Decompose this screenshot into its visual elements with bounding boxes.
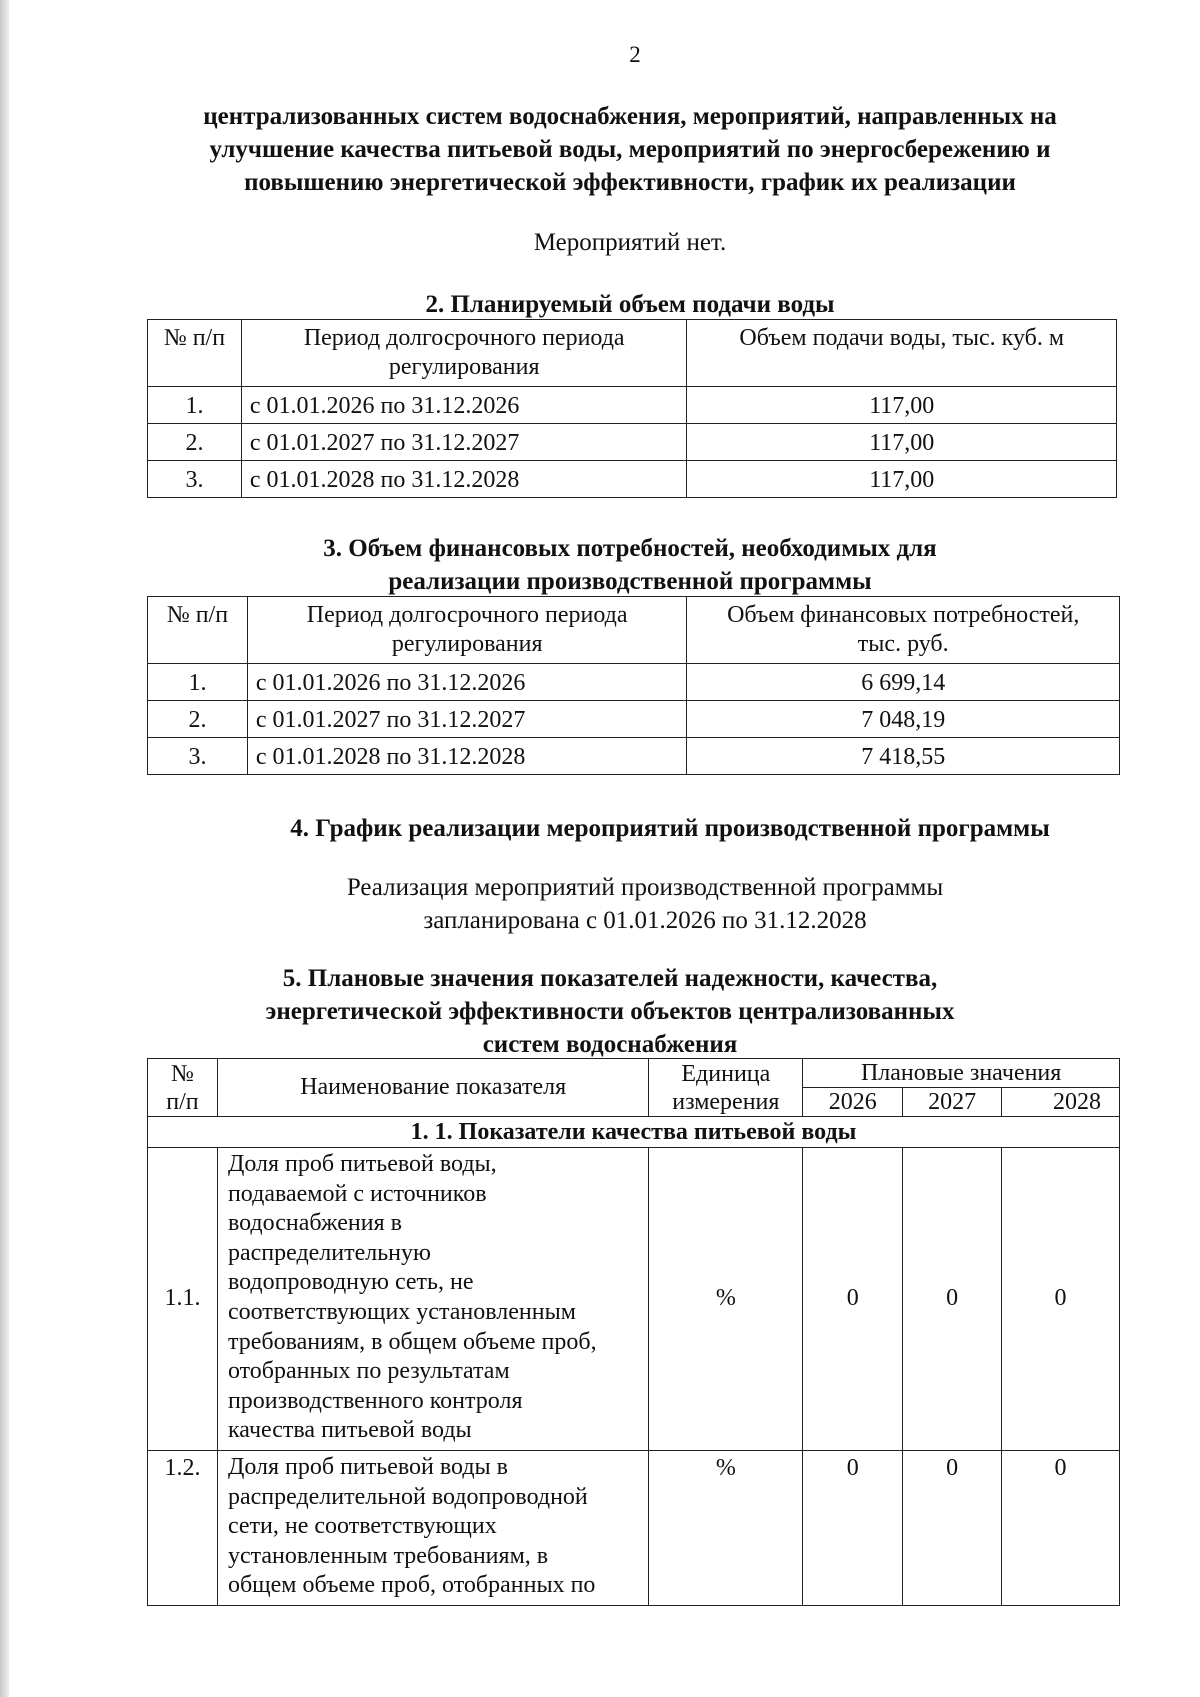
- no-measures-text: Мероприятий нет.: [533, 229, 727, 256]
- section3-title-line: 3. Объем финансовых потребностей, необходимых для: [323, 535, 937, 562]
- row-value: 117,00: [687, 461, 1117, 498]
- table-header-row: [148, 1059, 1120, 1088]
- row-name: [217, 1450, 648, 1605]
- row-num: 3.: [148, 461, 242, 498]
- row-value-2028: 0: [1002, 1148, 1120, 1451]
- row-value-2026: 0: [803, 1148, 903, 1451]
- header-num-line: №: [171, 1060, 194, 1087]
- row-name-line: водопроводную сеть, не: [227, 1269, 474, 1296]
- row-name-line: установленным требованиям, в: [227, 1542, 549, 1569]
- row-name: [217, 1148, 648, 1451]
- intro-heading-line: улучшение качества питьевой воды, мероприятий по энергосбережению и: [209, 136, 1051, 163]
- row-value: 6 699,14: [687, 664, 1120, 701]
- row-num: 1.2.: [148, 1450, 218, 1605]
- header-value-line: тыс. руб.: [857, 631, 949, 657]
- header-year: 2028: [1002, 1088, 1120, 1117]
- section5-title-line: систем водоснабжения: [482, 1031, 738, 1058]
- row-value: 7 048,19: [687, 701, 1120, 738]
- header-value: [687, 597, 1120, 664]
- header-period: [241, 320, 687, 387]
- row-value: 7 418,55: [687, 738, 1120, 775]
- section5-title-line: 5. Плановые значения показателей надежности, качества,: [282, 965, 938, 992]
- section5-title-line: энергетической эффективности объектов централизованных: [265, 998, 955, 1025]
- table-row: [148, 1450, 1120, 1605]
- header-year: 2026: [803, 1088, 903, 1117]
- header-period-line: регулирования: [388, 354, 540, 380]
- section4-text-line: Реализация мероприятий производственной программы: [346, 874, 944, 901]
- header-num: [148, 1059, 218, 1117]
- header-period-line: Период долгосрочного периода: [306, 602, 628, 628]
- row-name-line: качества питьевой воды: [227, 1417, 472, 1444]
- section4-text: [155, 871, 1135, 937]
- group-title: 1. 1. Показатели качества питьевой воды: [148, 1117, 1120, 1148]
- row-value-2028: 0: [1002, 1450, 1120, 1605]
- table-row: [148, 387, 1117, 424]
- intro-heading-line: повышению энергетической эффективности, график их реализации: [244, 169, 1016, 196]
- section4-title: 4. График реализации мероприятий производственной программы: [290, 815, 1050, 842]
- header-period-line: регулирования: [391, 631, 543, 657]
- section4-text-line: запланирована с 01.01.2026 по 31.12.2028: [423, 907, 867, 934]
- header-planned-values: Плановые значения: [803, 1059, 1120, 1088]
- row-num: 1.: [148, 387, 242, 424]
- group-header-row: [148, 1117, 1120, 1148]
- row-name-line: Доля проб питьевой воды в: [227, 1453, 509, 1480]
- row-name-line: распределительной водопроводной: [227, 1483, 588, 1510]
- page-number: 2: [629, 42, 641, 67]
- row-num: 3.: [148, 738, 248, 775]
- row-unit: %: [649, 1450, 803, 1605]
- row-num: 1.: [148, 664, 248, 701]
- row-num: 1.1.: [148, 1148, 218, 1451]
- row-unit: %: [649, 1148, 803, 1451]
- section2-title: 2. Планируемый объем подачи воды: [425, 291, 835, 318]
- row-value: 117,00: [687, 387, 1117, 424]
- row-period: с 01.01.2026 по 31.12.2026: [247, 664, 687, 701]
- row-value-2027: 0: [903, 1148, 1002, 1451]
- section3-title-line: реализации производственной программы: [388, 568, 872, 595]
- header-period: [247, 597, 687, 664]
- row-name-line: Доля проб питьевой воды,: [227, 1151, 497, 1177]
- section3-title: [140, 532, 1120, 598]
- header-num-line: п/п: [166, 1088, 199, 1115]
- table-row: [148, 424, 1117, 461]
- row-name-line: соответствующих установленным: [227, 1298, 576, 1325]
- indicators-table: [147, 1058, 1120, 1606]
- row-period: с 01.01.2028 по 31.12.2028: [241, 461, 687, 498]
- header-num: № п/п: [148, 597, 248, 664]
- header-unit-line: измерения: [672, 1088, 780, 1115]
- table-header-row: [148, 320, 1117, 387]
- header-value: Объем подачи воды, тыс. куб. м: [687, 320, 1117, 387]
- row-period: с 01.01.2028 по 31.12.2028: [247, 738, 687, 775]
- row-period: с 01.01.2026 по 31.12.2026: [241, 387, 687, 424]
- row-period: с 01.01.2027 по 31.12.2027: [241, 424, 687, 461]
- intro-heading: [140, 100, 1120, 199]
- row-num: 2.: [148, 701, 248, 738]
- table-row: [148, 461, 1117, 498]
- header-value-line: Объем финансовых потребностей,: [727, 602, 1080, 628]
- row-value-2027: 0: [903, 1450, 1002, 1605]
- table-row: [148, 701, 1120, 738]
- row-name-line: распределительную: [227, 1239, 431, 1266]
- header-period-line: Период долгосрочного периода: [303, 325, 625, 351]
- row-period: с 01.01.2027 по 31.12.2027: [247, 701, 687, 738]
- row-name-line: водоснабжения в: [227, 1210, 402, 1237]
- table-row: [148, 664, 1120, 701]
- row-name-line: производственного контроля: [227, 1387, 523, 1414]
- header-num: № п/п: [148, 320, 242, 387]
- header-unit-line: Единица: [681, 1060, 771, 1087]
- financial-needs-table: [147, 596, 1120, 775]
- header-unit: [649, 1059, 803, 1117]
- header-year: 2027: [903, 1088, 1002, 1117]
- water-supply-table: [147, 319, 1117, 498]
- row-name-line: отобранных по результатам: [227, 1358, 510, 1385]
- row-num: 2.: [148, 424, 242, 461]
- table-row: [148, 1148, 1120, 1451]
- header-name: Наименование показателя: [217, 1059, 648, 1117]
- row-value-2026: 0: [803, 1450, 903, 1605]
- row-name-line: сети, не соответствующих: [227, 1513, 497, 1540]
- row-name-line: подаваемой с источников: [227, 1180, 487, 1207]
- intro-heading-line: централизованных систем водоснабжения, мероприятий, направленных на: [203, 103, 1057, 130]
- table-header-row: [148, 597, 1120, 664]
- table-row: [148, 738, 1120, 775]
- row-name-line: общем объеме проб, отобранных по: [227, 1572, 596, 1599]
- row-value: 117,00: [687, 424, 1117, 461]
- section5-title: [120, 962, 1100, 1061]
- row-name-line: требованиям, в общем объеме проб,: [227, 1328, 597, 1355]
